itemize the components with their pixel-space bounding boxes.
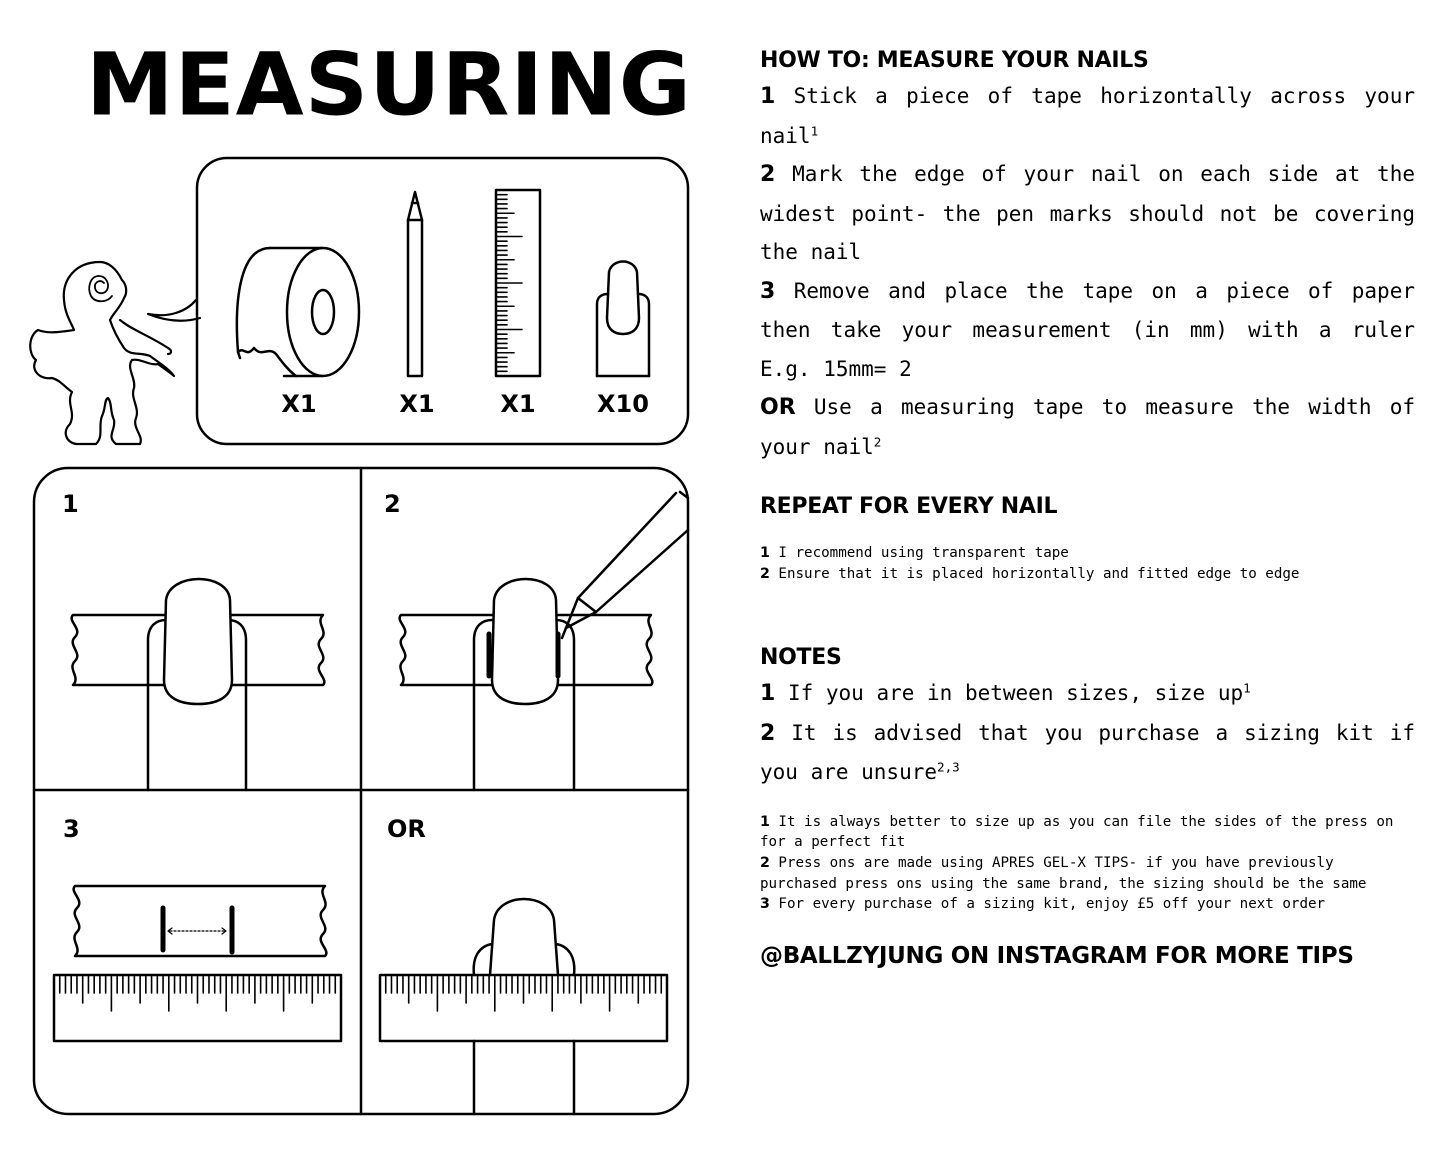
panel-2-illustration: [400, 492, 688, 790]
howto-step-3: 3 Remove and place the tape on a piece of paper then take your measurement (in mm) with a ruler E.g. 15mm= 2: [760, 278, 1415, 381]
repeat-heading: REPEAT FOR EVERY NAIL: [760, 494, 1058, 519]
character-figure: [30, 262, 174, 444]
notes-item-1: 1 If you are in between sizes, size $up^1$: [760, 680, 1251, 706]
howto-heading: HOW TO: MEASURE YOUR NAILS: [760, 48, 1149, 73]
finger-nail-icon: [597, 262, 649, 377]
instagram-handle: @BALLZYJUNG ON INSTAGRAM FOR MORE TIPS: [760, 943, 1354, 969]
ruler-qty: X1: [500, 390, 536, 418]
notes-footnote-2: 2 Press ons are made using APRES GEL-X TIPS- if you have previously purchased press ons using the same brand, the sizing should be the same: [760, 854, 1367, 892]
panel-1-label: 1: [62, 490, 79, 518]
notes-section: [760, 645, 1415, 915]
notes-item-2: 2 It is advised that you purchase a sizing kit if you are unsure$^{2,3}$: [760, 720, 1415, 784]
panel-or-label: OR: [387, 815, 426, 843]
notes-footnote-1: 1 It is always better to size up as you can file the sides of the press on for a perfect fit: [760, 813, 1394, 851]
howto-step-2: 2 Mark the edge of your nail on each side at the widest point- the pen marks should not be covering the nail: [760, 162, 1415, 264]
panel-3-illustration: [54, 886, 341, 1041]
page-title: MEASURING: [86, 34, 693, 135]
pen-icon: [408, 192, 422, 376]
panel-or-illustration: [380, 899, 667, 1114]
howto-section: [760, 48, 1415, 466]
panel-2-label: 2: [384, 490, 401, 518]
tape-roll-icon: [237, 248, 359, 376]
howto-step-or: OR Use a measuring tape to measure the width of your nail$^2$: [760, 395, 1415, 459]
notes-heading: NOTES: [760, 645, 842, 670]
nail-qty: X10: [597, 390, 649, 418]
tape-qty: X1: [281, 390, 317, 418]
pen-qty: X1: [399, 390, 435, 418]
panel-3-label: 3: [63, 815, 80, 843]
repeat-footnote-1: 1 I recommend using transparent tape: [760, 545, 1069, 561]
repeat-section: [760, 494, 1415, 584]
panel-1-illustration: [72, 579, 325, 790]
howto-step-1: 1 Stick a piece of tape horizontally across your nail$^1$: [760, 84, 1415, 148]
steps-grid: [34, 468, 688, 1114]
repeat-footnote-2: 2 Ensure that it is placed horizontally and fitted edge to edge: [760, 565, 1300, 582]
footer-section: [760, 943, 1415, 969]
illustration: [0, 0, 720, 1156]
notes-footnote-3: 3 For every purchase of a sizing kit, enjoy £5 off your next order: [760, 896, 1326, 913]
